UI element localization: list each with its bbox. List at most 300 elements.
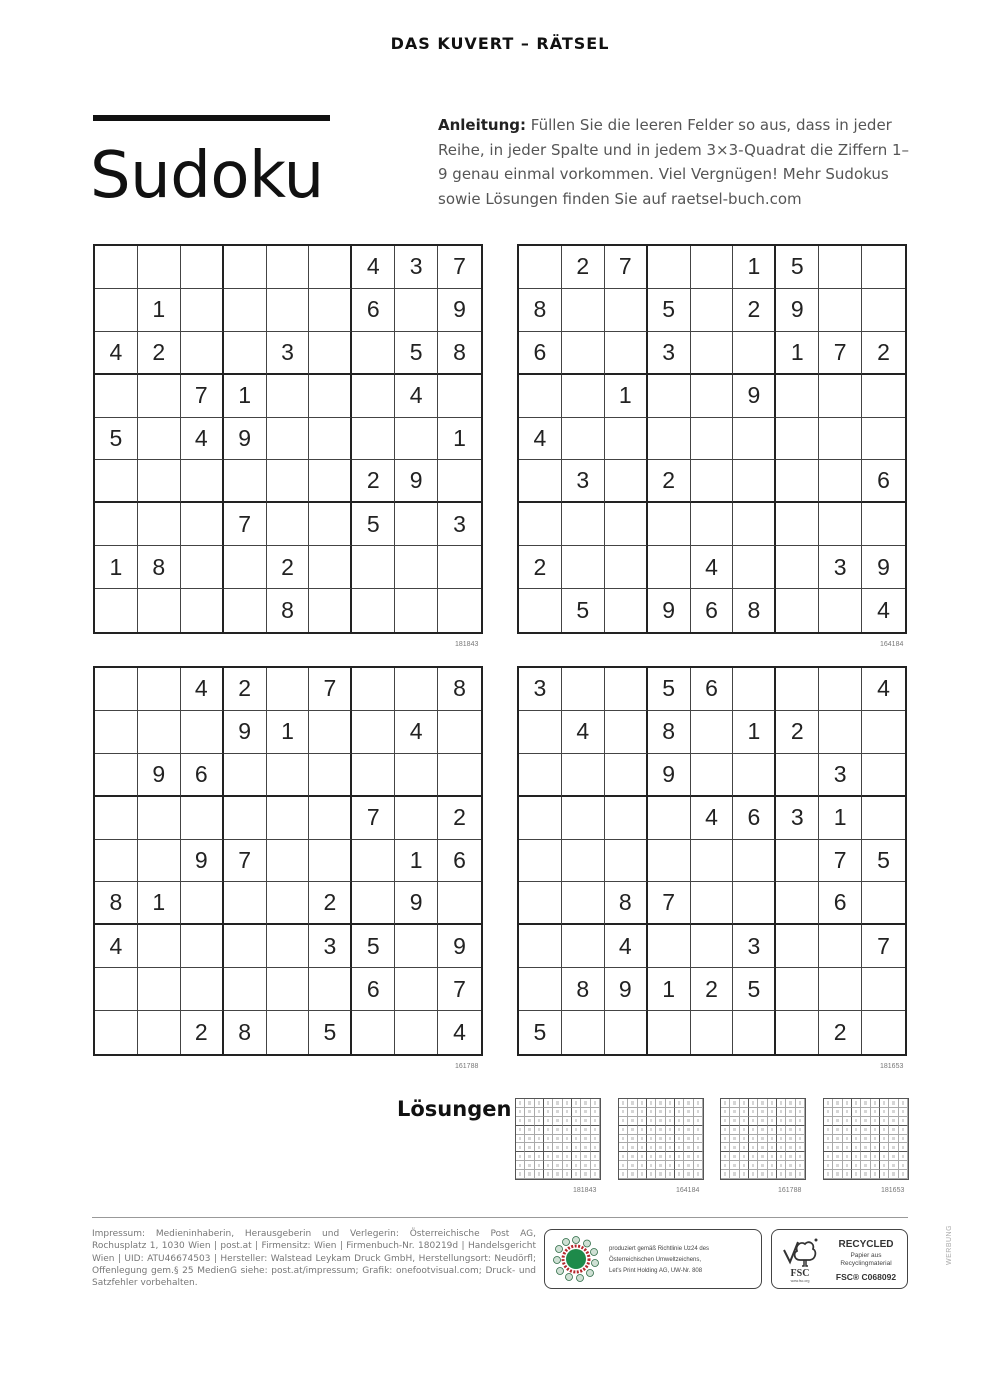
empty-cell[interactable] — [352, 1011, 395, 1054]
solution-cell — [833, 1108, 842, 1117]
solution-cell — [721, 1143, 730, 1152]
given-cell: 5 — [352, 503, 395, 546]
empty-cell[interactable] — [267, 968, 310, 1011]
given-cell: 2 — [776, 711, 819, 754]
empty-cell[interactable] — [819, 925, 862, 968]
empty-cell[interactable] — [562, 332, 605, 375]
solution-cell — [591, 1108, 600, 1117]
empty-cell[interactable] — [267, 754, 310, 797]
empty-cell[interactable] — [776, 503, 819, 546]
empty-cell[interactable] — [691, 332, 734, 375]
empty-cell[interactable] — [519, 754, 562, 797]
empty-cell[interactable] — [95, 289, 138, 332]
empty-cell[interactable] — [181, 589, 224, 632]
solution-cell — [516, 1108, 525, 1117]
empty-cell[interactable] — [267, 460, 310, 503]
empty-cell[interactable] — [819, 503, 862, 546]
empty-cell[interactable] — [562, 925, 605, 968]
svg-text:FSC: FSC — [790, 1268, 810, 1279]
empty-cell[interactable] — [224, 546, 267, 589]
empty-cell[interactable] — [776, 1011, 819, 1054]
solution-cell — [684, 1152, 693, 1161]
solution-cell — [572, 1117, 581, 1126]
empty-cell[interactable] — [648, 418, 691, 461]
solution-cell — [880, 1099, 889, 1108]
empty-cell[interactable] — [862, 797, 905, 840]
empty-cell[interactable] — [224, 589, 267, 632]
empty-cell[interactable] — [224, 925, 267, 968]
empty-cell[interactable] — [776, 460, 819, 503]
empty-cell[interactable] — [691, 1011, 734, 1054]
empty-cell[interactable] — [605, 289, 648, 332]
empty-cell[interactable] — [691, 246, 734, 289]
solution-cell — [721, 1170, 730, 1179]
empty-cell[interactable] — [267, 289, 310, 332]
empty-cell[interactable] — [352, 711, 395, 754]
empty-cell[interactable] — [438, 882, 481, 925]
empty-cell[interactable] — [691, 840, 734, 883]
empty-cell[interactable] — [733, 460, 776, 503]
empty-cell[interactable] — [562, 289, 605, 332]
empty-cell[interactable] — [648, 1011, 691, 1054]
empty-cell[interactable] — [267, 668, 310, 711]
empty-cell[interactable] — [267, 375, 310, 418]
empty-cell[interactable] — [309, 460, 352, 503]
empty-cell[interactable] — [352, 668, 395, 711]
solution-cell — [796, 1117, 805, 1126]
empty-cell[interactable] — [562, 797, 605, 840]
solution-cell — [880, 1126, 889, 1135]
given-cell: 3 — [267, 332, 310, 375]
solution-cell — [666, 1108, 675, 1117]
solution-grid-3 — [720, 1098, 806, 1180]
empty-cell[interactable] — [224, 289, 267, 332]
empty-cell[interactable] — [181, 797, 224, 840]
solution-cell — [843, 1108, 852, 1117]
empty-cell[interactable] — [648, 375, 691, 418]
solution-cell — [694, 1152, 703, 1161]
empty-cell[interactable] — [562, 840, 605, 883]
solution-cell — [899, 1143, 908, 1152]
empty-cell[interactable] — [776, 754, 819, 797]
empty-cell[interactable] — [352, 546, 395, 589]
solution-cell — [581, 1170, 590, 1179]
empty-cell[interactable] — [224, 968, 267, 1011]
solution-cell — [572, 1126, 581, 1135]
empty-cell[interactable] — [519, 882, 562, 925]
empty-cell[interactable] — [776, 589, 819, 632]
given-cell: 7 — [862, 925, 905, 968]
solution-cell — [768, 1117, 777, 1126]
given-cell: 1 — [138, 289, 181, 332]
empty-cell[interactable] — [267, 797, 310, 840]
empty-cell[interactable] — [691, 460, 734, 503]
empty-cell[interactable] — [395, 418, 438, 461]
solution-cell — [563, 1108, 572, 1117]
empty-cell[interactable] — [395, 503, 438, 546]
empty-cell[interactable] — [138, 925, 181, 968]
empty-cell[interactable] — [733, 754, 776, 797]
given-cell: 2 — [267, 546, 310, 589]
empty-cell[interactable] — [395, 925, 438, 968]
empty-cell[interactable] — [519, 460, 562, 503]
empty-cell[interactable] — [352, 840, 395, 883]
empty-cell[interactable] — [519, 503, 562, 546]
empty-cell[interactable] — [519, 246, 562, 289]
solution-cell — [619, 1170, 628, 1179]
empty-cell[interactable] — [181, 925, 224, 968]
empty-cell[interactable] — [733, 546, 776, 589]
solution-cell — [619, 1099, 628, 1108]
empty-cell[interactable] — [691, 289, 734, 332]
solution-cell — [796, 1143, 805, 1152]
solution-cell — [525, 1099, 534, 1108]
empty-cell[interactable] — [862, 711, 905, 754]
solution-cell — [553, 1135, 562, 1144]
empty-cell[interactable] — [395, 754, 438, 797]
solution-cell — [647, 1135, 656, 1144]
empty-cell[interactable] — [95, 797, 138, 840]
empty-cell[interactable] — [224, 797, 267, 840]
empty-cell[interactable] — [819, 418, 862, 461]
empty-cell[interactable] — [138, 711, 181, 754]
empty-cell[interactable] — [95, 711, 138, 754]
empty-cell[interactable] — [691, 754, 734, 797]
empty-cell[interactable] — [309, 289, 352, 332]
empty-cell[interactable] — [138, 589, 181, 632]
empty-cell[interactable] — [776, 840, 819, 883]
solution-cell — [675, 1143, 684, 1152]
empty-cell[interactable] — [862, 418, 905, 461]
solution-cell — [899, 1108, 908, 1117]
solution-cell — [628, 1152, 637, 1161]
empty-cell[interactable] — [309, 968, 352, 1011]
empty-cell[interactable] — [438, 711, 481, 754]
empty-cell[interactable] — [605, 503, 648, 546]
given-cell: 5 — [648, 289, 691, 332]
empty-cell[interactable] — [95, 375, 138, 418]
empty-cell[interactable] — [562, 503, 605, 546]
empty-cell[interactable] — [138, 460, 181, 503]
empty-cell[interactable] — [309, 375, 352, 418]
empty-cell[interactable] — [648, 840, 691, 883]
empty-cell[interactable] — [605, 460, 648, 503]
empty-cell[interactable] — [309, 246, 352, 289]
empty-cell[interactable] — [519, 797, 562, 840]
empty-cell[interactable] — [605, 840, 648, 883]
empty-cell[interactable] — [519, 375, 562, 418]
empty-cell[interactable] — [605, 754, 648, 797]
empty-cell[interactable] — [352, 375, 395, 418]
solution-cell — [553, 1099, 562, 1108]
empty-cell[interactable] — [691, 418, 734, 461]
empty-cell[interactable] — [438, 460, 481, 503]
empty-cell[interactable] — [95, 968, 138, 1011]
empty-cell[interactable] — [224, 882, 267, 925]
empty-cell[interactable] — [95, 840, 138, 883]
given-cell: 2 — [309, 882, 352, 925]
solution-cell — [749, 1143, 758, 1152]
empty-cell[interactable] — [819, 460, 862, 503]
empty-cell[interactable] — [562, 1011, 605, 1054]
empty-cell[interactable] — [309, 503, 352, 546]
empty-cell[interactable] — [605, 332, 648, 375]
empty-cell[interactable] — [691, 503, 734, 546]
empty-cell[interactable] — [224, 332, 267, 375]
empty-cell[interactable] — [819, 289, 862, 332]
solution-cell — [656, 1099, 665, 1108]
given-cell: 5 — [395, 332, 438, 375]
empty-cell[interactable] — [224, 460, 267, 503]
given-cell: 1 — [776, 332, 819, 375]
empty-cell[interactable] — [691, 882, 734, 925]
given-cell: 3 — [438, 503, 481, 546]
empty-cell[interactable] — [733, 840, 776, 883]
empty-cell[interactable] — [138, 797, 181, 840]
empty-cell[interactable] — [438, 546, 481, 589]
solution-cell — [525, 1108, 534, 1117]
empty-cell[interactable] — [309, 418, 352, 461]
empty-cell[interactable] — [181, 460, 224, 503]
empty-cell[interactable] — [395, 1011, 438, 1054]
empty-cell[interactable] — [862, 754, 905, 797]
empty-cell[interactable] — [733, 1011, 776, 1054]
empty-cell[interactable] — [562, 882, 605, 925]
empty-cell[interactable] — [691, 375, 734, 418]
solution-cell — [880, 1161, 889, 1170]
empty-cell[interactable] — [224, 246, 267, 289]
empty-cell[interactable] — [519, 925, 562, 968]
empty-cell[interactable] — [395, 668, 438, 711]
empty-cell[interactable] — [776, 375, 819, 418]
empty-cell[interactable] — [776, 546, 819, 589]
empty-cell[interactable] — [224, 754, 267, 797]
empty-cell[interactable] — [819, 246, 862, 289]
empty-cell[interactable] — [181, 882, 224, 925]
empty-cell[interactable] — [309, 589, 352, 632]
solution-cell — [889, 1135, 898, 1144]
solution-cell — [591, 1117, 600, 1126]
empty-cell[interactable] — [95, 246, 138, 289]
empty-cell[interactable] — [395, 589, 438, 632]
solution-cell — [684, 1161, 693, 1170]
sudoku-id-3: 161788 — [455, 1063, 479, 1070]
solution-cell — [758, 1117, 767, 1126]
empty-cell[interactable] — [733, 503, 776, 546]
given-cell: 2 — [691, 968, 734, 1011]
empty-cell[interactable] — [648, 925, 691, 968]
given-cell: 7 — [309, 668, 352, 711]
solution-grid-2 — [618, 1098, 704, 1180]
empty-cell[interactable] — [519, 840, 562, 883]
empty-cell[interactable] — [138, 418, 181, 461]
empty-cell[interactable] — [309, 754, 352, 797]
empty-cell[interactable] — [519, 711, 562, 754]
empty-cell[interactable] — [138, 968, 181, 1011]
empty-cell[interactable] — [267, 882, 310, 925]
given-cell: 5 — [519, 1011, 562, 1054]
empty-cell[interactable] — [776, 418, 819, 461]
empty-cell[interactable] — [181, 246, 224, 289]
empty-cell[interactable] — [138, 1011, 181, 1054]
empty-cell[interactable] — [605, 589, 648, 632]
empty-cell[interactable] — [138, 503, 181, 546]
empty-cell[interactable] — [819, 968, 862, 1011]
empty-cell[interactable] — [352, 418, 395, 461]
empty-cell[interactable] — [95, 1011, 138, 1054]
solution-cell — [544, 1099, 553, 1108]
empty-cell[interactable] — [605, 1011, 648, 1054]
solution-cell — [694, 1108, 703, 1117]
empty-cell[interactable] — [733, 332, 776, 375]
empty-cell[interactable] — [95, 589, 138, 632]
page-title: Sudoku — [90, 139, 324, 213]
given-cell: 4 — [605, 925, 648, 968]
empty-cell[interactable] — [395, 289, 438, 332]
empty-cell[interactable] — [776, 668, 819, 711]
solution-cell — [666, 1152, 675, 1161]
empty-cell[interactable] — [605, 546, 648, 589]
solution-cell — [852, 1161, 861, 1170]
solution-cell — [619, 1108, 628, 1117]
empty-cell[interactable] — [605, 418, 648, 461]
empty-cell[interactable] — [309, 797, 352, 840]
empty-cell[interactable] — [862, 968, 905, 1011]
empty-cell[interactable] — [862, 375, 905, 418]
empty-cell[interactable] — [309, 711, 352, 754]
empty-cell[interactable] — [395, 797, 438, 840]
empty-cell[interactable] — [438, 754, 481, 797]
empty-cell[interactable] — [309, 332, 352, 375]
empty-cell[interactable] — [819, 589, 862, 632]
empty-cell[interactable] — [776, 882, 819, 925]
given-cell: 5 — [562, 589, 605, 632]
empty-cell[interactable] — [181, 968, 224, 1011]
empty-cell[interactable] — [395, 968, 438, 1011]
empty-cell[interactable] — [605, 668, 648, 711]
empty-cell[interactable] — [562, 754, 605, 797]
empty-cell[interactable] — [862, 1011, 905, 1054]
empty-cell[interactable] — [562, 668, 605, 711]
solution-cell — [535, 1126, 544, 1135]
empty-cell[interactable] — [691, 711, 734, 754]
empty-cell[interactable] — [819, 711, 862, 754]
solution-cell — [581, 1117, 590, 1126]
given-cell: 1 — [395, 840, 438, 883]
empty-cell[interactable] — [267, 1011, 310, 1054]
solution-cell — [768, 1170, 777, 1179]
solution-cell — [871, 1135, 880, 1144]
solution-cell — [899, 1152, 908, 1161]
empty-cell[interactable] — [519, 968, 562, 1011]
empty-cell[interactable] — [562, 418, 605, 461]
solution-cell — [638, 1108, 647, 1117]
empty-cell[interactable] — [776, 968, 819, 1011]
empty-cell[interactable] — [352, 882, 395, 925]
empty-cell[interactable] — [438, 589, 481, 632]
solution-cell — [777, 1126, 786, 1135]
empty-cell[interactable] — [691, 925, 734, 968]
solution-cell — [749, 1170, 758, 1179]
empty-cell[interactable] — [819, 668, 862, 711]
empty-cell[interactable] — [95, 503, 138, 546]
empty-cell[interactable] — [438, 375, 481, 418]
empty-cell[interactable] — [395, 546, 438, 589]
solution-cell — [740, 1161, 749, 1170]
svg-text:www.fsc.org: www.fsc.org — [790, 1279, 810, 1283]
empty-cell[interactable] — [648, 503, 691, 546]
empty-cell[interactable] — [352, 754, 395, 797]
empty-cell[interactable] — [309, 546, 352, 589]
solution-cell — [525, 1161, 534, 1170]
empty-cell[interactable] — [181, 332, 224, 375]
solution-cell — [591, 1152, 600, 1161]
empty-cell[interactable] — [267, 840, 310, 883]
empty-cell[interactable] — [138, 668, 181, 711]
solution-cell — [796, 1108, 805, 1117]
empty-cell[interactable] — [862, 289, 905, 332]
empty-cell[interactable] — [776, 925, 819, 968]
empty-cell[interactable] — [181, 711, 224, 754]
solution-cell — [628, 1135, 637, 1144]
solution-cell — [880, 1170, 889, 1179]
empty-cell[interactable] — [138, 840, 181, 883]
solution-cell — [861, 1143, 870, 1152]
empty-cell[interactable] — [138, 246, 181, 289]
solution-cell — [619, 1143, 628, 1152]
solution-cell — [852, 1117, 861, 1126]
empty-cell[interactable] — [862, 882, 905, 925]
given-cell: 9 — [733, 375, 776, 418]
empty-cell[interactable] — [267, 246, 310, 289]
empty-cell[interactable] — [819, 375, 862, 418]
empty-cell[interactable] — [181, 546, 224, 589]
empty-cell[interactable] — [267, 503, 310, 546]
solution-cell — [525, 1126, 534, 1135]
empty-cell[interactable] — [181, 503, 224, 546]
empty-cell[interactable] — [95, 754, 138, 797]
empty-cell[interactable] — [267, 925, 310, 968]
empty-cell[interactable] — [181, 289, 224, 332]
empty-cell[interactable] — [605, 711, 648, 754]
empty-cell[interactable] — [733, 418, 776, 461]
empty-cell[interactable] — [138, 375, 181, 418]
empty-cell[interactable] — [733, 668, 776, 711]
empty-cell[interactable] — [862, 503, 905, 546]
empty-cell[interactable] — [95, 460, 138, 503]
solution-cell — [694, 1135, 703, 1144]
empty-cell[interactable] — [733, 882, 776, 925]
empty-cell[interactable] — [862, 246, 905, 289]
given-cell: 8 — [648, 711, 691, 754]
empty-cell[interactable] — [309, 840, 352, 883]
solution-cell — [628, 1170, 637, 1179]
empty-cell[interactable] — [648, 546, 691, 589]
empty-cell[interactable] — [648, 797, 691, 840]
empty-cell[interactable] — [562, 375, 605, 418]
empty-cell[interactable] — [605, 797, 648, 840]
empty-cell[interactable] — [352, 332, 395, 375]
empty-cell[interactable] — [95, 668, 138, 711]
empty-cell[interactable] — [519, 589, 562, 632]
empty-cell[interactable] — [648, 246, 691, 289]
solution-cell — [899, 1161, 908, 1170]
empty-cell[interactable] — [352, 589, 395, 632]
empty-cell[interactable] — [562, 546, 605, 589]
solution-cell — [563, 1135, 572, 1144]
solution-cell — [730, 1170, 739, 1179]
empty-cell[interactable] — [267, 418, 310, 461]
